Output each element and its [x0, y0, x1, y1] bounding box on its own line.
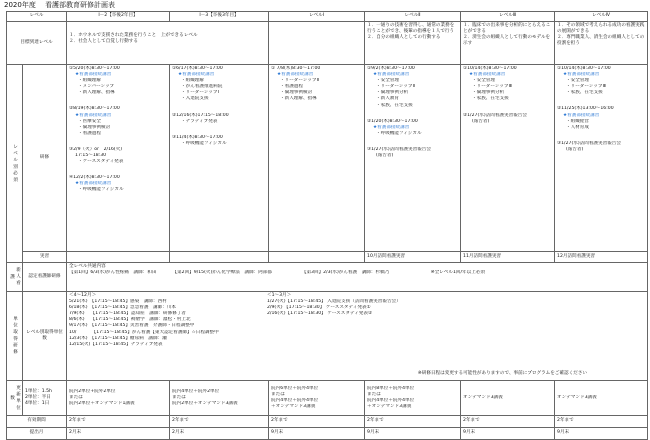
training-date: ②11/25(木)13:00～16:00	[557, 106, 614, 112]
due-c3: 9月末	[269, 428, 365, 440]
training-title: ★看護部接続講習	[373, 72, 410, 78]
training-title: ★看護部接続講習	[469, 72, 506, 78]
practice-c6: 12月訪問看護実習	[555, 252, 648, 263]
year-label: 2020年度	[4, 1, 36, 9]
unit-label: レベル別取得単位数	[23, 292, 67, 381]
valid-row	[7, 416, 648, 428]
training-date: ④12/2(木)8:30～17:00	[69, 175, 120, 181]
unit-session: 12/15(火)【17:15～18:45】ナラティブ発表	[69, 341, 163, 347]
training-block	[172, 66, 266, 103]
training-date: ③1/27(水)訪問看護実習報告会	[557, 140, 621, 146]
practice-c5: 11月訪問看護実習	[461, 252, 555, 263]
practice-label: 実習	[23, 252, 67, 263]
header-l2: レベルⅡ	[365, 12, 461, 22]
training-c4	[365, 65, 461, 252]
training-item: ・ケーススタディ発表	[78, 159, 124, 165]
training-block	[69, 147, 167, 165]
due-c5: 9月末	[461, 428, 555, 440]
training-item: ・リーダーシップⅠ	[181, 90, 219, 96]
training-item: ・組織理解	[78, 78, 101, 84]
due-label: 提出月	[7, 428, 67, 440]
cert-sessions	[69, 270, 645, 276]
training-block	[557, 66, 645, 96]
unit-session: 2/9(火) 【17:15～18:30】 ケーススタディ発表①	[267, 305, 371, 311]
practice-row	[7, 252, 648, 263]
unit-header-right: ＜1～3月＞	[267, 293, 292, 298]
training-block	[367, 147, 458, 159]
training-date: ①10/14(木)8:30～17:00	[557, 66, 611, 71]
practice-c2	[170, 252, 269, 263]
training-plan-table	[6, 11, 648, 440]
header-level: レベル	[7, 12, 67, 22]
training-date: ①10/14(木)8:30～17:00	[463, 66, 517, 71]
credit-line: 院内2単位+院外2単位	[69, 388, 116, 394]
credit-c3	[269, 381, 365, 416]
unit-session: 5/21(木) 【17:15～18:45】感染 講師：西村	[69, 299, 167, 305]
training-title: ★看護部接続講習	[563, 72, 600, 78]
training-item: ・ナラティブ発表	[181, 118, 218, 124]
practice-c4: 10月訪問看護実習	[365, 252, 461, 263]
credit-line: 院内4単位＋院外2単位	[172, 388, 220, 394]
credit-line: 院内4単位＋院外4単位	[271, 398, 319, 403]
unit-session: 7/9(木) 【17:15～18:45】認知症 講師：研修修了者	[69, 311, 187, 317]
level-goal-l1	[269, 22, 365, 65]
training-item: (報告者)	[472, 118, 490, 124]
title-label: 看護部教育研修計画表	[45, 1, 116, 9]
training-block	[367, 66, 458, 109]
training-item: ・呼吸機能フィジカル	[78, 187, 124, 193]
training-block	[463, 113, 552, 125]
header-l4: レベルⅣ	[555, 12, 648, 22]
training-item: ・入退院支援	[181, 96, 209, 102]
training-title: 17:15～18:30	[75, 153, 107, 159]
credit-c2	[170, 381, 269, 416]
due-c1: 2月末	[67, 428, 170, 440]
training-item: ・がん看護推進病院	[181, 84, 223, 90]
unit-note: ※研修日程は変更する可能性がありますので、事前にプログラムをご確認ください	[417, 370, 588, 376]
unit-session: 10/ 【17:15～18:45】がん看護【東大認定看護師】☆日程調整中	[69, 329, 219, 335]
credit-line: 院内2単位＋オンデマンド1講義	[69, 401, 135, 407]
due-c2: 2月末	[170, 428, 269, 440]
training-date: ①9/2(木)8:30～17:00	[367, 66, 415, 71]
credit-line: または	[271, 391, 285, 397]
training-item: ・安全管理	[472, 78, 495, 84]
credit-line: または	[367, 391, 381, 397]
credit-line: 院内8単位＋院外4単位	[367, 385, 415, 391]
credit-line: ＋オンデマンド3講義	[367, 404, 412, 410]
training-item: ・倫理事例検討	[280, 90, 313, 96]
training-date: ③11/4(木)8:30～17:00	[172, 134, 223, 140]
training-item: ・新人理解、指導	[280, 96, 317, 102]
valid-c5: 2年まで	[461, 416, 555, 428]
header-l1: レベルⅠ	[269, 12, 365, 22]
unit-left-list	[69, 299, 259, 348]
unit-session: 8/6(木) 【17:15～18:45】褥瘡学 講師：濃松・村上北	[69, 317, 191, 323]
training-item: ・倫理事例検討	[78, 124, 111, 130]
level-goal-row	[7, 22, 648, 65]
training-item: ・家族、在宅支援	[566, 90, 603, 96]
header-i2: Ⅰ－2【卒後2年目】	[67, 12, 170, 22]
training-date: ③2/9（火）or 2/16(火)	[69, 146, 123, 152]
unit-right	[267, 293, 467, 348]
training-item: ・安全管理	[376, 78, 399, 84]
cert-content	[67, 263, 648, 292]
credit-row	[7, 381, 648, 416]
training-block	[69, 175, 167, 193]
training-item: ・医療安全	[78, 118, 101, 124]
training-item: ・家族、在宅支援	[472, 96, 509, 102]
training-item: ・倫理事例分析	[472, 90, 505, 96]
credit-line: 院内2単位＋オンデマンド3講義	[172, 401, 238, 407]
training-date: ②12/16(木)17:15～18:00	[172, 112, 229, 118]
training-item: ・看護過程	[78, 130, 101, 136]
goal-line: ２．自分の組織人としての行動する	[367, 35, 441, 41]
valid-c2: 2年まで	[170, 416, 269, 428]
credit-legend-line: 4単位：1日	[25, 401, 50, 407]
training-title: ★看護部接続講習	[563, 112, 600, 118]
training-block	[557, 106, 645, 130]
level-goal-l3	[461, 22, 555, 65]
training-title: ★看護部接続講習	[277, 72, 314, 78]
unit-content	[67, 292, 648, 381]
cert-label: 認定看護師研修	[23, 263, 67, 292]
training-date: ②1/27(水)訪問看護実習報告会	[463, 112, 527, 118]
level-goal-label: 目標到達レベル	[7, 22, 67, 65]
valid-label: 有効期間	[7, 416, 67, 428]
level-goal-l2	[365, 22, 461, 65]
training-item: ・看護過程	[280, 84, 303, 90]
training-c5	[461, 65, 555, 252]
page-title	[4, 0, 115, 10]
unit-session: 2/16(火)【17:15～18:30】 ケーススタディ発表②	[267, 311, 373, 317]
training-item: ・リーダーシップⅡ	[280, 78, 319, 84]
training-date: ②1/20(木)8:30～17:00	[367, 118, 418, 124]
training-date: ①5/20(木)8:30～17:00	[69, 66, 120, 71]
training-item: ・安全管理	[566, 78, 589, 84]
training-date: ①6/17(木)8:30～17:00	[172, 66, 223, 71]
unit-side-label: 単位取得研修	[7, 292, 23, 381]
goal-line: １．ホウネルで支援された業務を行うこと 上ができるレベル	[69, 33, 198, 38]
training-item: ・リーダーシップⅢ	[472, 84, 512, 90]
header-i3: Ⅰ－3【卒後3年目】	[170, 12, 269, 22]
credit-line: オンデマンド3講義	[463, 394, 503, 400]
goal-line: ２．専門職業人、済生会の組織人としての役割を担う	[557, 35, 645, 47]
unit-row	[7, 292, 648, 381]
valid-c1: 2年まで	[67, 416, 170, 428]
training-item: (報告者)	[376, 153, 394, 159]
credit-line: ＋オンデマンド3講義	[271, 404, 316, 410]
training-item: ・組織経営	[566, 118, 589, 124]
credit-line: または	[69, 394, 83, 400]
cert-line1: 全レベル共通内容	[69, 264, 106, 269]
credit-line: オンデマンド3講義	[557, 394, 597, 400]
header-l3: レベルⅢ	[461, 12, 555, 22]
goal-line: １．臨床での出来事を分析的にとらえることができる	[463, 23, 551, 35]
practice-c3	[269, 252, 365, 263]
training-date: ① 7/8(木)8:30～17:00	[271, 66, 321, 71]
goal-line: ２．社会人として自覚し行動する	[69, 39, 138, 45]
training-c3	[269, 65, 365, 252]
training-c1	[67, 65, 170, 252]
training-block	[367, 119, 458, 137]
practice-c1	[67, 252, 170, 263]
training-item: ・新人理解、指導	[78, 90, 115, 96]
training-block	[557, 141, 645, 153]
training-block	[172, 113, 266, 125]
credit-line: 院内4単位＋院外4単位	[367, 398, 415, 403]
training-item: ・呼吸機能フィジカル	[181, 140, 227, 146]
training-date: ②8/19(木)8:30～17:00	[69, 106, 120, 112]
training-label: 研修	[23, 65, 67, 252]
training-item: ・新人教育	[376, 96, 399, 102]
unit-header-left: ＜4～12月＞	[69, 293, 97, 298]
training-item: ・人材育成	[566, 124, 589, 130]
training-block	[69, 106, 167, 136]
cert-side-label: 新人看護	[7, 263, 23, 292]
level-required-label: レベル別必須	[7, 65, 23, 263]
training-date: ③1/27(水)訪問看護実習報告会	[367, 146, 431, 152]
training-item: ・組織理解	[181, 78, 204, 84]
unit-session: 12/3(木) 【17:15～18:45】糖尿病 講師：瀬	[69, 335, 167, 341]
training-item: ・呼吸機能フィジカル	[376, 130, 422, 136]
credit-line: または	[172, 394, 186, 400]
level-goal-l4	[555, 22, 648, 65]
credit-c5	[461, 381, 555, 416]
unit-left	[69, 293, 259, 348]
credit-c4	[365, 381, 461, 416]
training-title: ★看護部接続講習	[75, 72, 112, 78]
credit-legend-line: 2単位：半日	[25, 394, 51, 400]
training-item: ・家族、在宅支援	[376, 102, 413, 108]
unit-right-list	[267, 299, 467, 317]
training-title: ★看護部接続講習	[178, 72, 215, 78]
training-item: ・倫理事例分析	[376, 90, 409, 96]
credit-line: 院内6単位＋院外4単位	[271, 385, 319, 391]
training-title: ★看護部接続講習	[75, 181, 112, 187]
training-item: ・リーダーシップⅢ	[566, 84, 606, 90]
credit-c1	[67, 381, 170, 416]
training-block	[271, 66, 362, 103]
training-item: (報告者)	[566, 146, 584, 152]
level-goal-c1	[67, 22, 269, 65]
training-c2	[170, 65, 269, 252]
goal-line: １．一通りの技術を習得し、通常の業務を行うことができ、後輩の指導を１人で行う	[367, 23, 455, 35]
cert-note: ※全レベル1回/年以上必須	[430, 270, 485, 276]
training-item: ・メンバーシップ	[78, 84, 115, 90]
cert-row	[7, 263, 648, 292]
unit-session: 9/17(木) 【17:15～18:45】災害看護 介護師・日程調整中	[69, 323, 195, 329]
training-block	[172, 135, 266, 147]
unit-session: 1/27(火)【17:15～18:45】 入退院支援（訪問看護実習報告会）	[267, 299, 401, 305]
header-row	[7, 12, 648, 22]
goal-line: １．その領域で考えられる成功の看護実践の展開ができる	[557, 23, 645, 35]
credit-legend-line: 1単位：1.5h	[25, 388, 52, 394]
due-row	[7, 428, 648, 440]
training-c6	[555, 65, 648, 252]
training-row	[7, 65, 648, 252]
goal-line: ２．済生会の組織人として行動のモデルを示す	[463, 35, 551, 47]
due-c4: 9月末	[365, 428, 461, 440]
training-block	[69, 66, 167, 96]
valid-c4: 2年まで	[365, 416, 461, 428]
credit-c6	[555, 381, 648, 416]
training-title: ★看護部接続講習	[373, 124, 410, 130]
training-item: ・リーダーシップⅡ	[376, 84, 415, 90]
due-c6: 9月末	[555, 428, 648, 440]
training-title: ★看護部接続講習	[75, 112, 112, 118]
credit-side-label: 更新単位数	[7, 381, 23, 416]
unit-session: 6/18(木) 【17:15～18:45】急急看護 講師：川本	[69, 305, 177, 311]
training-block	[463, 66, 552, 103]
cert-sessions-text: 【第1回】6/3(水)がん性疼痛 講師：和田 【第2回】9/15(火)がん化学療法 講師：阿部都 【第3回】2/3(水)がん看護 講師：杉橋乃	[69, 270, 390, 276]
credit-legend	[23, 381, 67, 416]
valid-c3: 2年まで	[269, 416, 365, 428]
valid-c6: 2年まで	[555, 416, 648, 428]
